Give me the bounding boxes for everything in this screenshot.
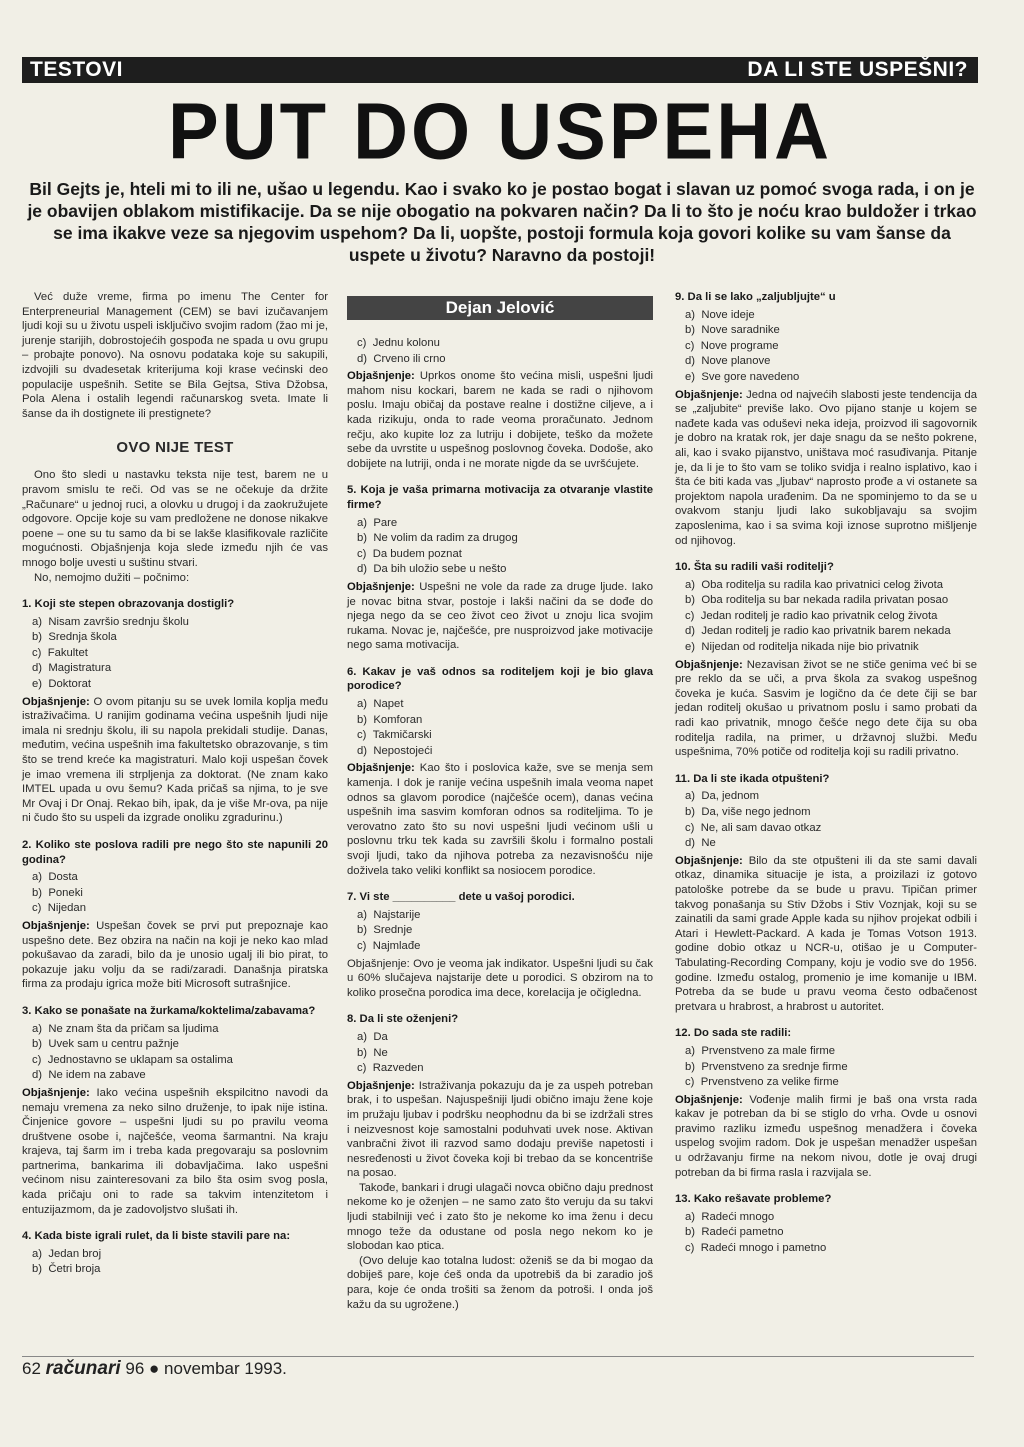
option-list [357,336,653,366]
option: b) Srednje [357,924,413,937]
section-banner [22,57,978,83]
explanation-text: Jedna od najvećih slabosti jeste tendencija da se „zaljubite“ previše lako. Ovo pijano stanje u kojem se nađete kada vas oduševi neka ideja, proizvod ili sagovornik je dobro na kratak rok, jer daje snagu da se nešto pokrene, ali, kao i svako pijanstvo, uništava moć rasuđivanja. Pitanje je, da li je to što vam se toliko svidja i realno isplativo, kao i šta će biti kada vas „ljubav“ naprosto prođe a vi ostanete sa projektom napola urađenim. Da ne spominjemo to da se u ovakvom stanju ljudi lako sukobljavaju sa svojim zaposlenima, kao i sa svima koji iznose suprotno mišljenje od njihovog. [675,388,977,547]
option-list [32,1022,328,1083]
explanation-label: Objašnjenje: [347,957,410,970]
option: c) Nijedan [32,902,86,915]
explanation-label: Objašnjenje: [347,580,415,593]
page-number: 62 [22,1359,41,1378]
option: d) Nepostojeći [357,744,433,757]
explanation [347,1079,653,1181]
option: a) Najstarije [357,908,421,921]
explanation-text: Uspešni ne vole da rade za druge ljude. Iako je novac bitna stvar, postoje i lakši načini da se dođe do njega nego da se ceo život ceo život u znoju lica svojim rukama. Novac je, najčešće, pre nusproizvod jake motivacije nego sama motivacija. [347,580,653,652]
author-byline: Dejan Jelović [347,296,653,320]
option-list [685,789,977,850]
option: a) Napet [357,698,404,711]
option: a) Da [357,1030,388,1043]
option-list [32,1247,328,1277]
option: b) Radeći pametno [685,1226,784,1239]
explanation-text: Kao što i poslovica kaže, sve se menja sem kamenja. I dok je ranije većina uspešnih imala veoma napet odnos sa glavom porodice (najčešće ocem), danas većina uspešnih ima sasvim komforan odnos sa roditeljima. To je verovatno zato što su novi uspešni ljudi većinom ušli u poslovnu trku tek kada su završili školu i formalno postali svoji ljudi, tako da njihova potreba za nezavisnošću nije doživela tako veliki konflikt sa nosiocem porodice. [347,762,653,877]
question: 8. Da li ste oženjeni? [347,1013,459,1026]
option: d) Da bih uložio sebe u nešto [357,563,507,576]
option: d) Magistratura [32,662,112,675]
option: c) Najmlađe [357,939,421,952]
option: d) Nove planove [685,355,771,368]
option: c) Da budem poznat [357,547,462,560]
question: 1. Koji ste stepen obrazovanja dostigli? [22,598,235,611]
section-label: TESTOVI [30,58,123,81]
option-list [357,908,653,954]
option: a) Nisam završio srednju školu [32,615,189,628]
option: d) Crveno ili crno [357,352,446,365]
explanation-label: Objašnjenje: [675,658,743,671]
explanation-label: Objašnjenje: [347,762,415,775]
option: b) Da, više nego jednom [685,806,811,818]
explanation-text: Bilo da ste otpušteni ili da ste sami davali otkaz, dinamika situacije je ista, a proizilazi iz gotovo patološke potrebe da se bude u pravu. Tipičan primer takvog ponašanja su Stiv Džobs i Stiv Voznjak, koji su se zainatili da sami grade Apple kada su njihov projekat odbili i Atari i Hewlett-Packard. A kada je Tomas Votson 1913. godine dobio otkaz u NCR-u, otišao je u Computer-Tabulating-Recording Company, koju je vodio sve do 1956. godine. Između ostalog, promenio je ime komanije u IBM. Potreba da se bude u pravu veoma često odbačenost pretvara u hrabrost, a hrabrost u autoritet. [675,854,977,1013]
subheading: OVO NIJE TEST [116,439,234,457]
explanation [22,695,328,826]
question: 11. Da li ste ikada otpušteni? [675,772,830,785]
option: b) Nove saradnike [685,324,780,337]
option: b) Ne volim da radim za drugog [357,532,518,545]
explanation-text: Uprkos onome što većina misli, uspešni ljudi mahom nisu kockari, barem ne kada se radi o njihovom poslu. Imaju običaj da postave realne i dostižne ciljeve, a i kada rizikuju, onda to rade veoma proračunato. Jednom rečju, ako kupite loz za lutriju i dobijete, teško da možete sebe da uvrstite u uspešnog poslovnog čoveka. Dodoše, ako dobijete na lutriji, onda i ne morate nigde da se uvršćujete. [347,370,653,470]
explanation [675,1093,977,1181]
intro-paragraph: Već duže vreme, firma po imenu The Center for Enterpreneurial Management (CEM) se bavi izučavanjem ljudi koji su u životu uspeli isključivo svojim radom (žao mi je, jurenje starijih, dobrostojećih gospođa ne spada u ovu grupu – probajte ponovo). Na osnovu podataka koje su sakupili, izdvojili su dvadesetak kriterijuma koji krase većinski deo populacije uspešnih. Setite se Bila Gejtsa, Stiva Džobsa, Pola Alena i ostalih legendi računarskog sveta. Imate li šanse da ih dostignete ili prestignete? [22,291,328,420]
explanation-label: Objašnjenje: [22,919,90,932]
explanation [347,957,653,1001]
paragraph: (Ovo deluje kao totalna ludost: oženiš se da bi mogao da dobiješ pare, koje ćeš onda da upotrebiš da bi zaradio još para, koje će onda trošiti sa ženom da potroši. I onda još kažu da su ugrožene.) [347,1254,653,1311]
option: b) Uvek sam u centru pažnje [32,1038,179,1051]
option: c) Razveden [357,1062,424,1075]
paragraph: Ono što sledi u nastavku teksta nije test, barem ne u pravom smislu te reči. Od vas se ne očekuje da držite „Računare“ u jednoj ruci, a olovku u drugoj i da zaokružujete odgovore. Opcije koje su vam predložene ne donose nikakve poene – one su tu samo da bi se lakše klasifikovale različite mogućnosti. Objašnjenja koja slede između njih će vas mnogo bolje uvesti u suštinu stvari. [22,469,328,569]
option: a) Da, jednom [685,790,760,803]
explanation [22,919,328,992]
magazine-logo: računari [45,1358,121,1379]
option: c) Nove programe [685,339,779,352]
option: b) Komforan [357,713,423,726]
explanation-label: Objašnjenje: [675,1093,743,1106]
question: 3. Kako se ponašate na žurkama/koktelima/zabavama? [22,1004,316,1017]
option-list [357,697,653,758]
option: a) Radeći mnogo [685,1210,775,1223]
page-footer [22,1358,287,1380]
issue-number: 96 [125,1359,145,1378]
option-list [357,1030,653,1076]
option: c) Prvenstveno za velike firme [685,1076,839,1089]
question: 2. Koliko ste poslova radili pre nego što ste napunili 20 godina? [22,839,328,866]
explanation-text: Ovo je veoma jak indikator. Uspešni ljudi su čak u 60% slučajeva najstarije dete u porodici. S obzirom na to koliko prosečna porodica ima dece, korelacija je očigledna. [347,957,653,999]
option: a) Jedan broj [32,1247,102,1260]
option-list [685,578,977,655]
question: 7. Vi ste __________ dete u vašoj porodici. [347,891,575,904]
option: c) Takmičarski [357,729,432,742]
question: 6. Kakav je vaš odnos sa roditeljem koji je bio glava porodice? [347,665,653,693]
explanation-text: Uspešan čovek se prvi put prepoznaje kao uspešno dete. Bez obzira na način na koji je neko kao mlad pokušavao da zaradi, bilo da je unosio ugalj ili bio pirat, to pokazuje jaku volju da se radi/zaradi. Današnja piratska firma za prodaju igrica može biti Microsoft sutrašnjice. [22,919,328,991]
explanation-label: Objašnjenje: [675,388,743,401]
article-title: PUT DO USPEHA [168,86,832,177]
option: a) Nove ideje [685,308,755,321]
explanation-label: Objašnjenje: [347,1079,415,1092]
article-lead: Bil Gejts je, hteli mi to ili ne, ušao u legendu. Kao i svako ko je postao bogat i slavan uz pomoć svoga rada, i on je je obavijen oblakom mistifikacije. Da se nije obogatio na pokvaren način? Da li to što je noću krao buldožer i trkao se ima ikakve veze sa njegovim uspehom? Da li, uopšte, postoji formula koja govori kolike su vam šanse da uspete u životu? Naravno da postoji! [27,179,977,265]
option: d) Jedan roditelj je radio kao privatnik barem nekada [685,625,951,638]
explanation [347,369,653,471]
option: e) Nijedan od roditelja nikada nije bio privatnik [685,641,919,654]
option: e) Sve gore navedeno [685,370,800,383]
question: 12. Do sada ste radili: [675,1027,792,1040]
option: b) Prvenstveno za srednje firme [685,1060,848,1073]
option: d) Ne idem na zabave [32,1069,146,1082]
option-list [32,615,328,692]
option: b) Oba roditelja su bar nekada radila privatan posao [685,594,949,607]
option: a) Ne znam šta da pričam sa ljudima [32,1022,219,1035]
explanation [675,854,977,1015]
option: b) Srednja škola [32,631,117,644]
option-list [685,308,977,385]
option: a) Prvenstveno za male firme [685,1044,836,1057]
explanation-text: Vođenje malih firmi je baš ona vrsta rada kakav je potreban da bi se stiglo do vrha. Ovde u osnovi pravimo razliku između uspešnog menadžera i čoveka uspelog svojim radom. Dok je uspešan menadžer uspešan u održavanju firme na nekom nivou, dotle je ovaj drugi potreban da bi firma rasla i razvijala se. [675,1093,977,1179]
explanation-label: Objašnjenje: [22,695,90,708]
explanation-text: Istraživanja pokazuju da je za uspeh potreban brak, i to uspešan. Najuspešniji ljudi obično imaju žene koje im pružaju ljubav i podršku neophodnu da bi se izdržali stres i neizvesnost koje samostalni poduhvati uvek nose. Aktivan vanbračni život ili razvod samo dodaju previše napetosti i nesređenosti u život čoveka koji bi trebao da se koncentriše na posao. [347,1079,653,1180]
option-list [685,1210,977,1256]
explanation-text: Iako većina uspešnih ekspilcitno navodi da nemaju vremena za neko silno druženje, to ipak nije istina. Činjenice govore – uspešni ljudi su po pravilu veoma društvene osobe i, najčešće, veoma šarmantni. Na kraju krajeva, taj šarm im i treba kada pregovaraju sa poslovnim partnerima, bankarima ili dobavljačima. Iako uspešni većinom nisu zainteresovani za bilo šta osim svog posla, kada pričaju oni to rade sa takvim intenzitetom i entuzijazmom, da je zadovoljstvo slušati ih. [22,1086,328,1216]
option: b) Četri broja [32,1263,101,1276]
column-1 [22,290,328,1280]
option: a) Dosta [32,871,78,884]
option: c) Jedan roditelj je radio kao privatnik celog života [685,609,938,622]
option: e) Doktorat [32,678,92,691]
option: a) Pare [357,516,398,529]
question: 13. Kako rešavate probleme? [675,1193,832,1206]
explanation-label: Objašnjenje: [675,854,743,867]
option: c) Jednostavno se uklapam sa ostalima [32,1053,233,1066]
explanation-label: Objašnjenje: [347,370,415,383]
paragraph: Takođe, bankari i drugi ulagači novca obično daju prednost nekome ko je oženjen – ne samo zato što veruju da su takvi ljudi stabilniji već i zato što je nekome ko ima ženu i decu mnogo teže da odustane od posla nego nekom ko je slobodan kao ptica. [347,1181,653,1253]
question: 4. Kada biste igrali rulet, da li biste stavili pare na: [22,1230,291,1243]
issue-date: novembar 1993. [164,1359,287,1378]
explanation [22,1086,328,1217]
option: c) Radeći mnogo i pametno [685,1242,827,1255]
footer-rule [22,1356,974,1357]
option-list [32,870,328,916]
question: 5. Koja je vaša primarna motivacija za otvaranje vlastite firme? [347,484,653,511]
explanation [347,761,653,878]
option: c) Ne, ali sam davao otkaz [685,821,822,834]
explanation [347,580,653,653]
option: b) Poneki [32,886,83,899]
explanation-label: Objašnjenje: [22,1086,90,1099]
option: d) Ne [685,837,716,850]
option-list [685,1044,977,1090]
question: 10. Šta su radili vaši roditelji? [675,561,834,574]
option: c) Fakultet [32,646,88,659]
column-2 [347,296,653,1312]
column-3 [675,290,977,1259]
bullet-icon: ● [149,1359,160,1378]
paragraph: No, nemojmo dužiti – počnimo: [34,571,190,584]
explanation-text: Nezavisan život se ne stiče genima već bi se pre reklo da se uči, a prva škola za svakog uspešnog čoveka je kuća. Sasvim je logično da će dete čiji se bar jedan roditelj okušao u privatnom poslu i samo probati da radi kao privatnik, mnogo češće nego dete čija su oba roditelja radila, na primer, u državnoj službi. Među uspešnima, 70% potiče od roditelja koji su radili privatno. [675,658,977,759]
explanation-text: O ovom pitanju su se uvek lomila koplja među istraživačima. U ranijim godinama većina uspešnih ljudi nije imala ni srednju školu, ili su napola prekidali studije. Danas, međutim, većina uspešnih ima fakultetsko obrazovanje, s tim što se trend kreće ka magistraturi. Malo koji uspešan čovek je imao vremena ili strpljenja za doktorat. (Ne znam kako IMTEL upada u ovu šemu? Kada pričaš sa njima, to je sve Mr Ovaj i Dr Onaj. Rekao bih, ipak, da je više Mr-ova, pa nije ni čudo što su uspeli da izgrade onoliku zgradurinu.) [22,695,328,825]
option: c) Jednu kolonu [357,337,440,349]
option: b) Ne [357,1046,388,1059]
explanation [675,658,977,760]
question: 9. Da li se lako „zaljubljujte“ u [675,291,836,303]
kicker-label: DA LI STE USPEŠNI? [747,58,968,81]
option-list [357,516,653,577]
explanation [675,388,977,549]
option: a) Oba roditelja su radila kao privatnici celog života [685,578,944,591]
